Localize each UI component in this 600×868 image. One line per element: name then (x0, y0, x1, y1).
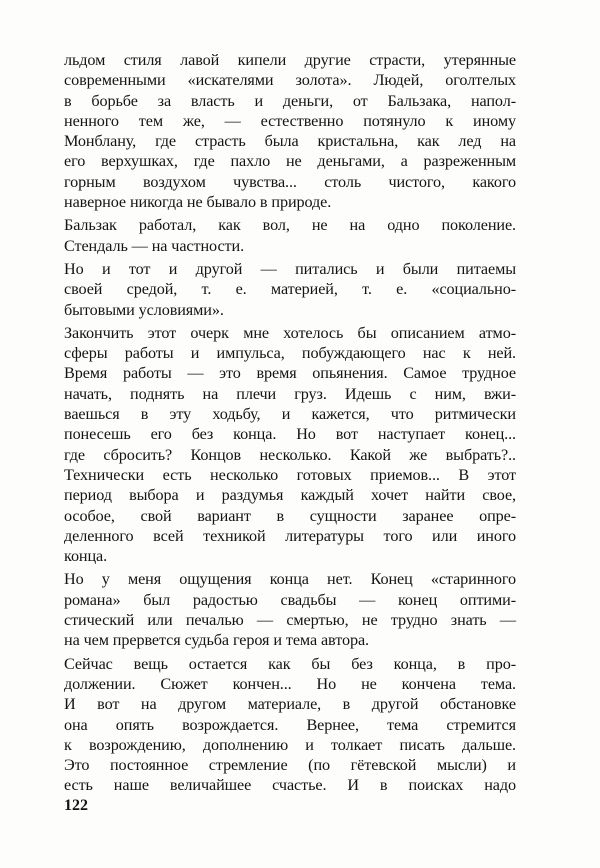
paragraph (64, 323, 516, 567)
text-line: горным воздухом чувства... столь чистого, какого (64, 172, 516, 191)
text-line: ваешься в эту ходьбу, и кажется, что ритмически (64, 405, 516, 424)
text-line: Но и тот и другой — питались и были питаемы (64, 259, 516, 278)
text-line: она опять возрождается. Вернее, тема стремится (64, 715, 516, 734)
text-line: понесешь его без конца. Но вот наступает конец... (64, 425, 516, 444)
text-line: начать, поднять на плечи груз. Идешь с ним, вжи- (64, 384, 516, 403)
text-line: Но у меня ощущения конца нет. Конец «старинного (64, 570, 516, 589)
text-line: Сейчас вещь остается как бы без конца, в про- (64, 654, 516, 673)
paragraph (64, 259, 516, 320)
text-line: льдом стиля лавой кипели другие страсти, утерянные (64, 51, 516, 69)
text-line: Технически есть несколько готовых приемов... В этот (64, 465, 516, 484)
text-line: к возрождению, дополнению и толкает писать дальше. (64, 735, 516, 754)
text-line: своей средой, т. е. материей, т. е. «социально- (64, 280, 516, 299)
text-line: Монблану, где страсть была кристальна, как лед на (64, 132, 516, 151)
text-line: стический или печалью — смертью, не трудно знать — (64, 611, 516, 630)
text-line: есть наше величайшее счастье. И в поисках надо (64, 776, 516, 795)
text-line: наверное никогда не бывало в природе. (64, 193, 332, 212)
text-line: где сбросить? Концов несколько. Какой же выбрать?.. (64, 445, 516, 464)
text-line: в борьбе за власть и деньги, от Бальзака, напол- (64, 91, 516, 110)
text-line: Это постоянное стремление (по гётевской мысли) и (64, 756, 516, 775)
text-line: особое, свой вариант в сущности заранее опре- (64, 506, 516, 525)
paragraph (64, 215, 516, 256)
body-text (64, 50, 516, 796)
text-line: деленного всей техникой литературы того или иного (64, 526, 516, 545)
text-line: бытовыми условиями». (64, 300, 224, 319)
text-line: на чем прервется судьба героя и тема автора. (64, 631, 369, 650)
text-line: его верхушках, где пахло не деньгами, а разреженным (64, 152, 516, 171)
paragraph (64, 654, 516, 796)
text-line: конца. (64, 547, 108, 566)
text-line: И вот на другом материале, в другой обстановке (64, 695, 516, 714)
text-line: Время работы — это время опьянения. Самое трудное (64, 364, 516, 383)
text-line: современными «искателями золота». Людей, оголтелых (64, 71, 516, 90)
text-line: Бальзак работал, как вол, не на одно поколение. (64, 216, 516, 235)
text-line: период выбора и раздумья каждый хочет найти свое, (64, 486, 516, 505)
text-line: романа» был радостью свадьбы — конец оптими- (64, 590, 516, 609)
page-number: 122 (64, 797, 88, 814)
paragraph (64, 569, 516, 650)
text-line: сферы работы и импульса, побуждающего нас к ней. (64, 344, 516, 363)
text-line: Закончить этот очерк мне хотелось бы описанием атмо- (64, 323, 516, 342)
text-line: должении. Сюжет кончен... Но не кончена тема. (64, 674, 516, 693)
text-line: Стендаль — на частности. (64, 236, 245, 255)
text-line: ненного тем же, — естественно потянуло к иному (64, 111, 516, 130)
paragraph (64, 50, 516, 212)
